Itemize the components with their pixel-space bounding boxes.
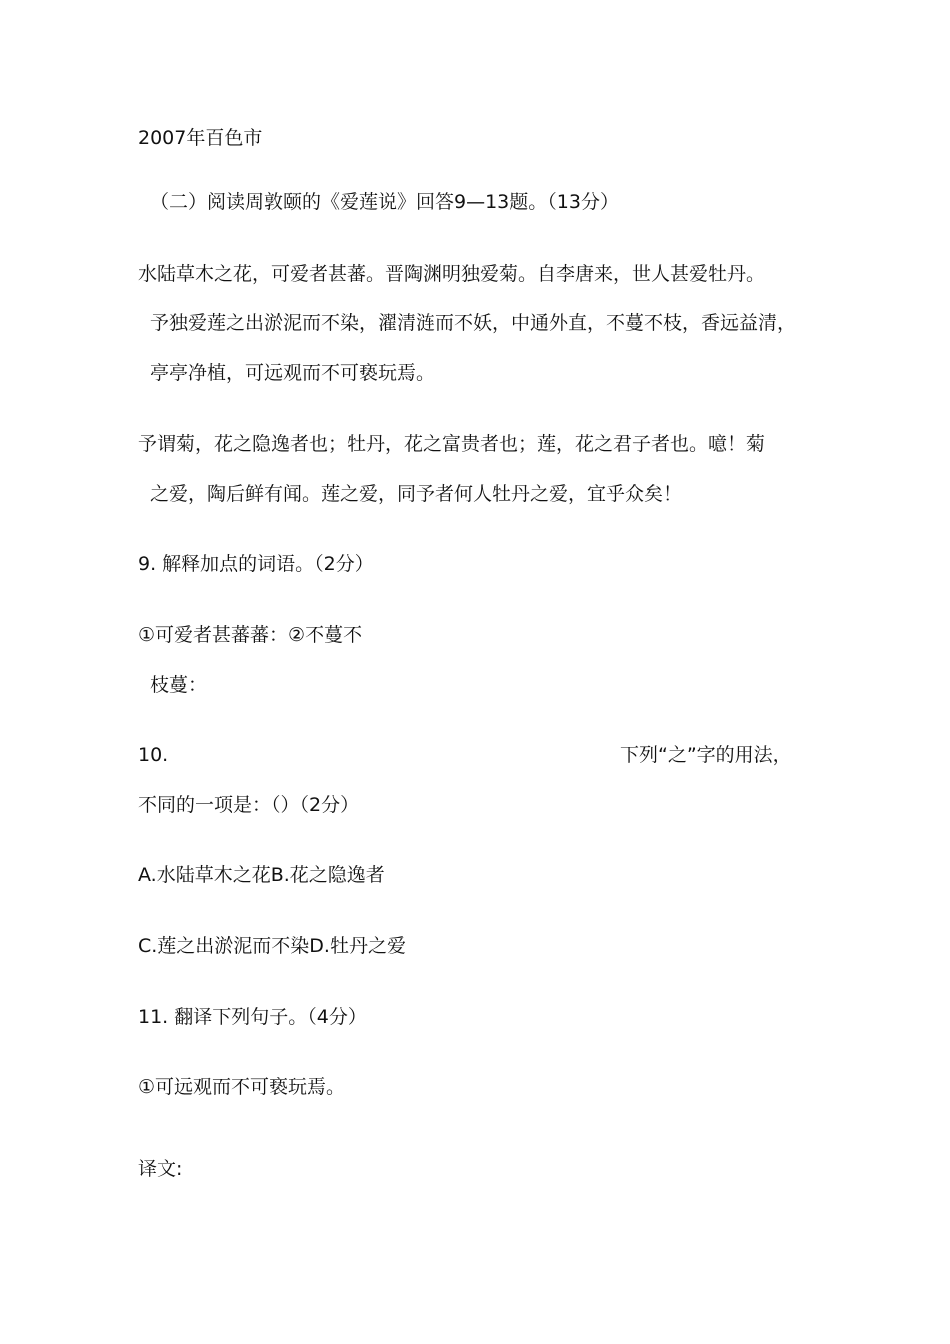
document-header: 2007年百色市	[138, 127, 263, 149]
passage-paragraph-1-line-1: 水陆草木之花，可爱者甚蕃。晋陶渊明独爱菊。自李唐来，世人甚爱牡丹。	[138, 263, 766, 285]
question-10-options-line-1: A.水陆草木之花B.花之隐逸者	[138, 864, 385, 886]
passage-paragraph-1-line-2: 予独爱莲之出淤泥而不染，濯清涟而不妖，中通外直，不蔓不枝，香远益清，	[150, 312, 797, 334]
question-10-prompt-part-1: 下列“之”字的用法，	[620, 744, 792, 766]
question-9-items-line-1: ①可爱者甚蕃蕃：②不蔓不	[138, 624, 363, 646]
question-11-item-1: ①可远观而不可亵玩焉。	[138, 1076, 346, 1098]
question-10-prompt-part-2: 不同的一项是：（）（2分）	[138, 794, 360, 816]
question-9-items-line-2: 枝蔓：	[150, 674, 208, 696]
passage-paragraph-1-line-3: 亭亭净植，可远观而不可亵玩焉。	[150, 362, 436, 384]
question-11-prompt: 11. 翻译下列句子。（4分）	[138, 1006, 367, 1028]
question-10-options-line-2: C.莲之出淤泥而不染D.牡丹之爱	[138, 935, 406, 957]
passage-paragraph-2-line-2: 之爱，陶后鲜有闻。莲之爱，同予者何人牡丹之爱，宜乎众矣！	[150, 483, 683, 505]
question-9-prompt: 9. 解释加点的词语。（2分）	[138, 553, 374, 575]
question-10-number: 10.	[138, 744, 169, 766]
question-11-answer-label: 译文:	[138, 1158, 183, 1180]
passage-paragraph-2-line-1: 予谓菊，花之隐逸者也；牡丹，花之富贵者也；莲，花之君子者也。噫！菊	[138, 433, 766, 455]
section-title: （二）阅读周敦颐的《爱莲说》回答9—13题。（13分）	[150, 191, 619, 213]
